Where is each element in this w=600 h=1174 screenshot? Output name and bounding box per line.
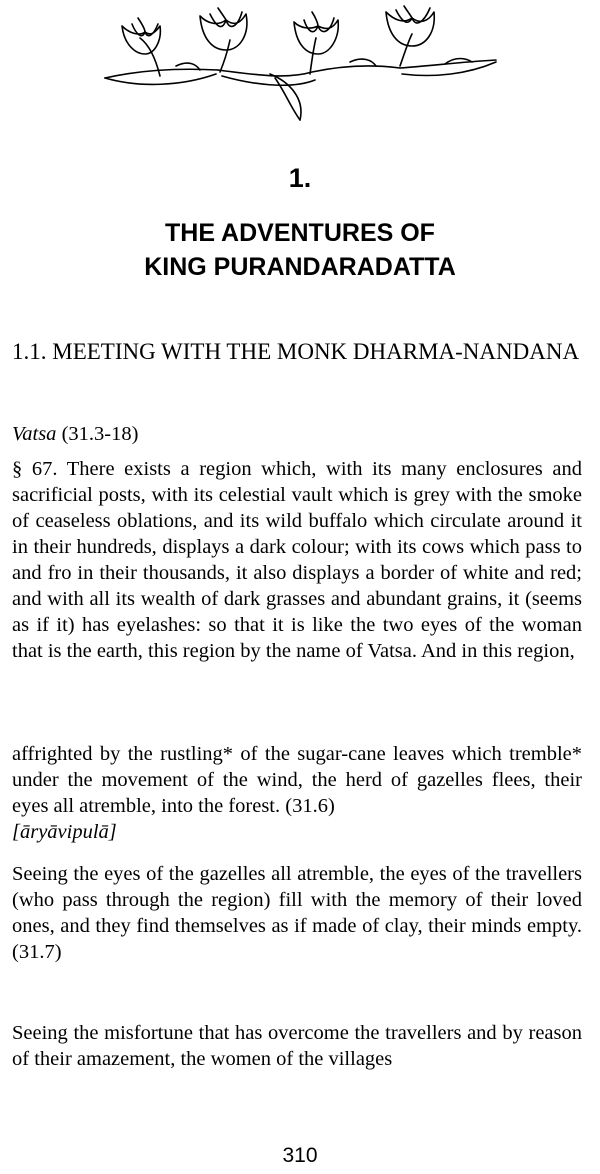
source-name: Vatsa [12, 423, 57, 445]
verse-31-6-text: affrighted by the rustling* of the sugar-cane leaves which tremble* under the movement of the wind, the herd of gazelles flees, their eyes all atremble, into the forest. (31.6) [12, 743, 582, 817]
chapter-number: 1. [288, 163, 312, 193]
lotus-flower-ornament-icon [100, 4, 500, 122]
chapter-title-line-2: KING PURANDARADATTA [144, 253, 456, 281]
source-reference [12, 421, 582, 447]
paragraph-continuation: Seeing the misfortune that has overcome the travellers and by reason of their amazement, the women of the villages [12, 1022, 582, 1070]
page-number: 310 [282, 1144, 318, 1167]
verse-meter-label: [āryāvipulā] [12, 821, 117, 843]
paragraph-verse-31-7: Seeing the eyes of the gazelles all atremble, the eyes of the travellers (who pass through the region) fill with the memory of their loved ones, and they find themselves as if made of clay, their minds empty. (31.7) [12, 863, 582, 963]
paragraph-verse-31-6 [12, 741, 582, 845]
chapter-title [0, 216, 600, 284]
chapter-title-line-1: THE ADVENTURES OF [165, 219, 435, 247]
section-heading: 1.1. MEETING WITH THE MONK DHARMA-NANDANA [12, 339, 580, 364]
paragraph-67: § 67. There exists a region which, with its many enclosures and sacrificial posts, with its celestial vault which is grey with the smoke of ceaseless oblations, and its wild buffalo which circulate around it in their hundreds, displays a dark colour; with its cows which pass to and fro in their thousands, it also displays a border of white and red; and with all its wealth of dark grasses and abundant grains, it (seems as if it) has eyelashes: so that it is like the two eyes of the woman that is the earth, this region by the name of Vatsa. And in this region, [12, 458, 582, 662]
source-verse-range: (31.3-18) [56, 423, 139, 445]
